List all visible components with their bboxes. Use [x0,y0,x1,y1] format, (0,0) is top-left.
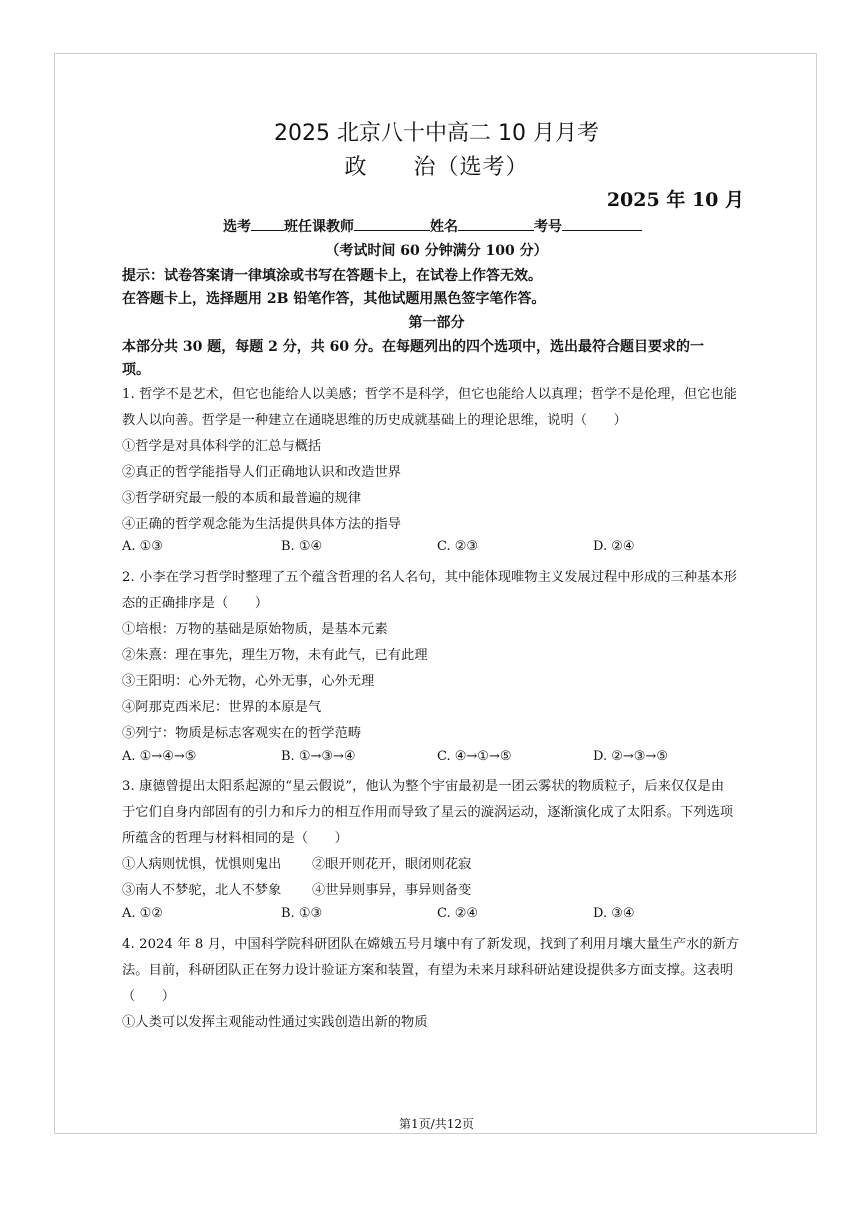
q3-stem-line-3: 所蕴含的哲理与材料相同的是（ ） [122,831,348,846]
q2-item-1: ①培根：万物的基础是原始物质，是基本元素 [122,622,388,637]
q2-stem-line-2: 态的正确排序是（ ） [122,596,269,611]
q3-item-1: ①人病则忧惧，忧惧则鬼出 [122,857,282,872]
notice-line-1: 提示：试卷答案请一律填涂或书写在答题卡上，在试卷上作答无效。 [122,268,542,284]
student-info-line [223,216,642,236]
q2-item-2: ②朱熹：理在事先，理生万物，未有此气，已有此理 [122,648,428,663]
q3-item-3: ③南人不梦驼，北人不梦象 [122,883,282,898]
q4-item-1: ①人类可以发挥主观能动性通过实践创造出新的物质 [122,1015,428,1030]
exam-page [54,53,817,1134]
q4-stem-line-3: （ ） [122,989,176,1004]
q2-item-3: ③王阳明：心外无物，心外无事，心外无理 [122,674,375,689]
blank-line [354,216,430,231]
info-field-xuankao: 选考 [223,219,251,235]
q3-stem-line-1: 3. 康德曾提出太阳系起源的“星云假说”，他认为整个宇宙最初是一团云雾状的物质粒子，后来仅仅是由 [122,779,725,794]
notice-line-2: 在答题卡上，选择题用 2B 铅笔作答，其他试题用黑色签字笔作答。 [122,291,546,307]
blank-line [562,216,642,231]
q2-item-5: ⑤列宁：物质是标志客观实在的哲学范畴 [122,726,362,741]
q3-option-c: C. ②④ [437,906,479,921]
q3-stem-line-2: 于它们自身内部固有的引力和斥力的相互作用而导致了星云的漩涡运动，逐渐演化成了太阳系。下列选项 [122,805,734,820]
q1-item-4: ④正确的哲学观念能为生活提供具体方法的指导 [122,517,402,532]
info-field-teacher: 班任课教师 [284,219,354,235]
q2-item-4: ④阿那克西米尼：世界的本原是气 [122,700,322,715]
q4-stem-line-2: 法。目前，科研团队正在努力设计验证方案和装置，有望为未来月球科研站建设提供多方面支撑。这表明 [122,963,734,978]
q2-option-b: B. ①→③→④ [281,749,356,764]
q1-item-2: ②真正的哲学能指导人们正确地认识和改造世界 [122,465,402,480]
exam-subject: 政 治（选考） [344,155,529,180]
blank-line [458,216,534,231]
q3-item-2: ②眼开则花开，眼闭则花寂 [312,857,472,872]
info-field-name: 姓名 [430,219,458,235]
q1-item-1: ①哲学是对具体科学的汇总与概括 [122,439,322,454]
q1-option-c: C. ②③ [437,539,479,554]
q4-stem-line-1: 4. 2024 年 8 月，中国科学院科研团队在嫦娥五号月壤中有了新发现，找到了利用月壤大量生产水的新方 [122,937,740,952]
q2-stem-line-1: 2. 小李在学习哲学时整理了五个蕴含哲理的名人名句，其中能体现唯物主义发展过程中形成的三种基本形 [122,570,738,585]
section-intro-line-1: 本部分共 30 题，每题 2 分，共 60 分。在每题列出的四个选项中，选出最符合题目要求的一 [122,339,704,355]
q1-option-b: B. ①④ [281,539,323,554]
section-title: 第一部分 [408,315,465,331]
q2-option-a: A. ①→④→⑤ [122,749,197,764]
page-number: 第1页/共12页 [399,1117,474,1131]
info-field-number: 考号 [534,219,562,235]
q1-option-d: D. ②④ [593,539,635,554]
blank-line [251,216,284,231]
q1-option-a: A. ①③ [122,539,163,554]
q3-option-b: B. ①③ [281,906,323,921]
exam-title: 2025 北京八十中高二 10 月月考 [274,121,599,146]
q2-option-c: C. ④→①→⑤ [437,749,512,764]
exam-time: （考试时间 60 分钟满分 100 分） [325,243,548,259]
section-intro-line-2: 项。 [122,362,150,378]
q3-option-a: A. ①② [122,906,163,921]
q2-option-d: D. ②→③→⑤ [593,749,668,764]
q1-item-3: ③哲学研究最一般的本质和最普遍的规律 [122,491,362,506]
exam-date: 2025 年 10 月 [606,189,744,211]
q1-stem-line-1: 1. 哲学不是艺术，但它也能给人以美感；哲学不是科学，但它也能给人以真理；哲学不是伦理，但它也能 [122,387,738,402]
q1-stem-line-2: 教人以向善。哲学是一种建立在通晓思维的历史成就基础上的理论思维，说明（ ） [122,413,627,428]
q3-option-d: D. ③④ [593,906,635,921]
q3-item-4: ④世异则事异，事异则备变 [312,883,472,898]
